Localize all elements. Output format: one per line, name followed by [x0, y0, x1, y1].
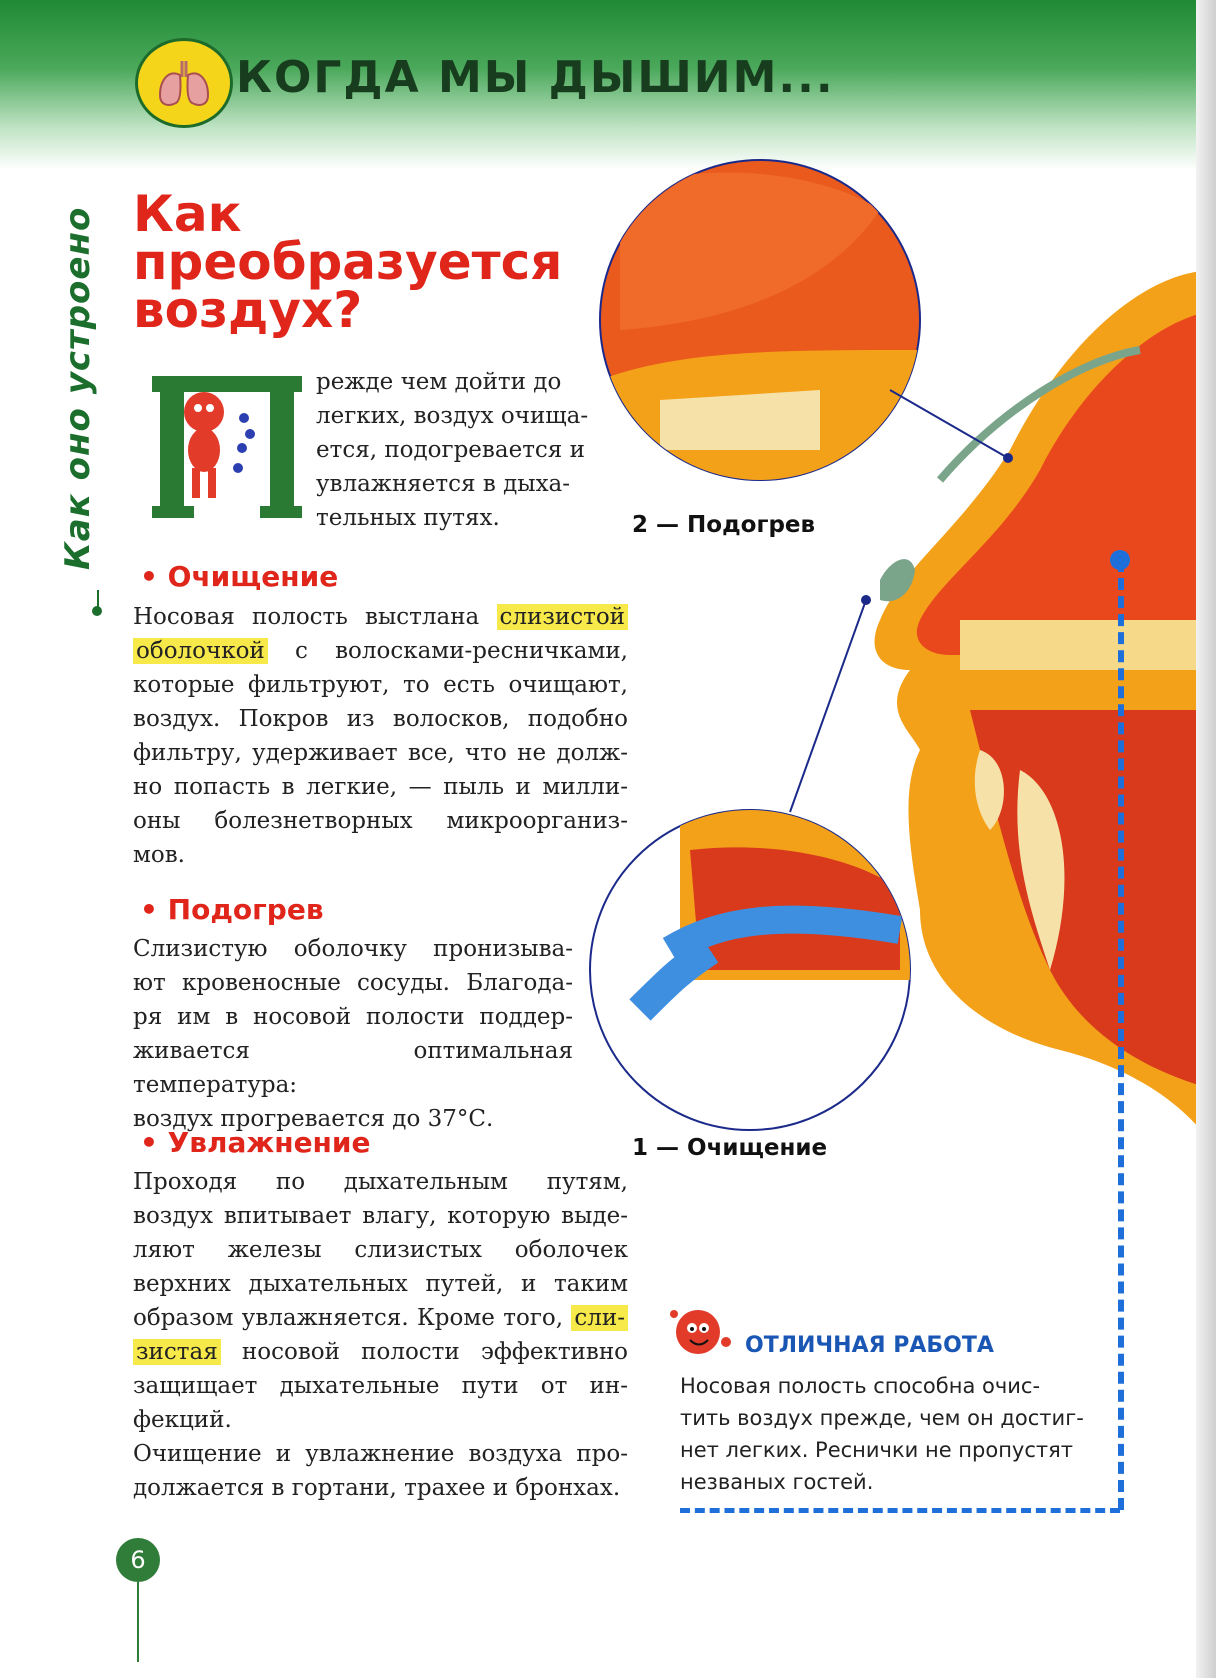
- title-line: Как: [133, 185, 242, 243]
- section-heading-warming: • Подогрев: [140, 893, 324, 926]
- title-line: преобразуется: [133, 233, 563, 291]
- page-number-line: [137, 1582, 139, 1662]
- text-line: фекций.: [133, 1407, 232, 1433]
- dropcap-letter: П: [222, 391, 224, 393]
- text-fragment: Носовая полость выстлана: [133, 604, 497, 630]
- text-line: воздух впитывает влагу, которую выде-: [133, 1203, 628, 1229]
- header-title: КОГДА МЫ ДЫШИМ...: [236, 52, 835, 103]
- text-line: фильтру, удерживает все, что не долж-: [133, 740, 628, 766]
- section-text-warming: [133, 932, 573, 1136]
- text-line: но попасть в легкие, — пыль и милли-: [133, 774, 628, 800]
- tip-title: ОТЛИЧНАЯ РАБОТА: [745, 1333, 994, 1358]
- page-edge: [1196, 0, 1216, 1678]
- dropcap-mascot-illustration: [152, 372, 302, 522]
- text-line: ря им в носовой полости поддер-: [133, 1004, 573, 1030]
- text-line: мов.: [133, 842, 185, 868]
- side-dot: [92, 606, 102, 616]
- lungs-badge: [135, 38, 233, 128]
- text-line: ют кровеносные сосуды. Благода-: [133, 970, 573, 996]
- intro-line: режде чем дойти до: [316, 369, 562, 395]
- section-heading-cleaning: • Очищение: [140, 560, 339, 593]
- title-line: воздух?: [133, 281, 363, 339]
- text-fragment: образом увлажняется. Кроме того,: [133, 1305, 572, 1331]
- main-title: [133, 185, 563, 339]
- tip-text: [680, 1370, 1100, 1498]
- section-heading-humidifying: • Увлажнение: [140, 1126, 371, 1159]
- intro-line: увлажняется в дыха-: [316, 471, 571, 497]
- section-text-cleaning: [133, 600, 628, 872]
- text-fragment: с волосками-ресничками,: [267, 638, 628, 664]
- tip-box-border-bottom: [680, 1508, 1120, 1513]
- lungs-icon: [154, 55, 214, 111]
- section-text-humidifying: [133, 1165, 628, 1505]
- highlighted-term: зистая: [133, 1339, 221, 1365]
- tip-line: Носовая полость способна очис-: [680, 1374, 1041, 1398]
- text-line: должается в гортани, трахее и бронхах.: [133, 1475, 621, 1501]
- caption-warming: 2 — Подогрев: [632, 512, 816, 538]
- text-line: защищает дыхательные пути от ин-: [133, 1373, 628, 1399]
- tip-line: нет легких. Реснички не пропустят: [680, 1438, 1074, 1462]
- highlighted-term: сли-: [571, 1305, 628, 1331]
- text-line: ляют железы слизистых оболочек: [133, 1237, 628, 1263]
- text-line: Проходя по дыхательным путям,: [133, 1169, 628, 1195]
- caption-cleaning: 1 — Очищение: [632, 1135, 828, 1161]
- tip-line: незваных гостей.: [680, 1470, 874, 1494]
- highlighted-term: слизистой: [497, 604, 628, 630]
- mascot-icon: [668, 1302, 738, 1362]
- intro-line: легких, воздух очища-: [316, 403, 589, 429]
- text-line: которые фильтруют, то есть очищают,: [133, 672, 628, 698]
- text-line: Слизистую оболочку пронизыва-: [133, 936, 573, 962]
- tip-box-border-right: [1118, 560, 1124, 1510]
- text-line: воздух. Покров из волосков, подобно: [133, 706, 628, 732]
- intro-line: ется, подогревается и: [316, 437, 585, 463]
- text-line: верхних дыхательных путей, и таким: [133, 1271, 628, 1297]
- tip-line: тить воздух прежде, чем он достиг-: [680, 1406, 1084, 1430]
- intro-line: тельных путях.: [316, 505, 500, 531]
- page-number: 6: [116, 1538, 160, 1582]
- text-fragment: носовой полости эффективно: [220, 1339, 628, 1365]
- text-line: воздух прогревается до 37°С.: [133, 1106, 494, 1132]
- text-line: оны болезнетворных микроорганиз-: [133, 808, 628, 834]
- text-line: Очищение и увлажнение воздуха про-: [133, 1441, 628, 1467]
- highlighted-term: оболочкой: [133, 638, 268, 664]
- side-label: Как оно устроено: [58, 206, 98, 570]
- text-line: живается оптимальная температура:: [133, 1038, 573, 1098]
